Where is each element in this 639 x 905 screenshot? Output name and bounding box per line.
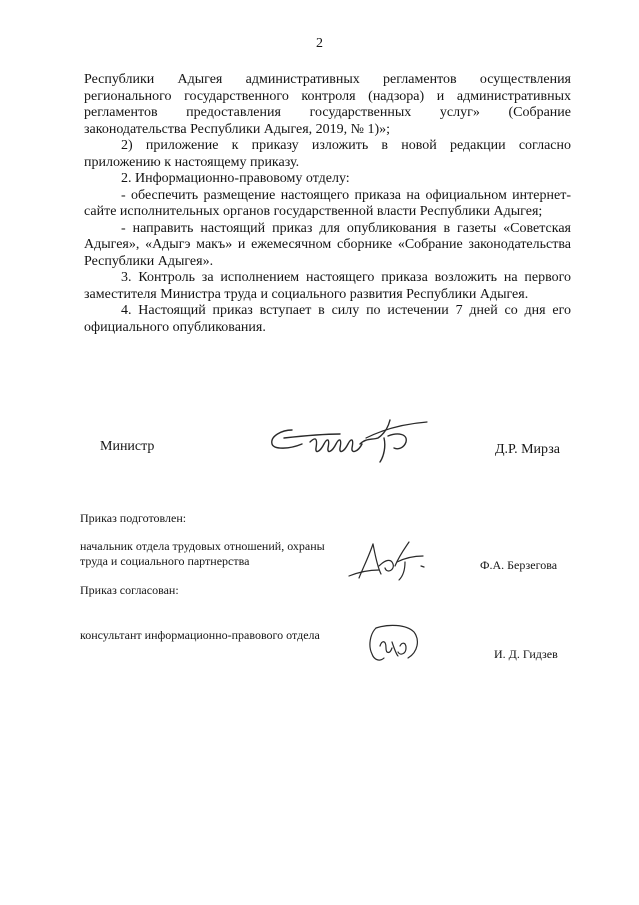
agreed-heading: Приказ согласован:: [80, 583, 179, 597]
paragraph-item-2: 2) приложение к приказу изложить в новой редакции согласно приложению к настоящему приказу.: [84, 138, 571, 170]
prepared-heading: Приказ подготовлен:: [80, 511, 187, 525]
minister-signature: [262, 408, 437, 468]
paragraph-point-2: 2. Информационно-правовому отделу:: [121, 171, 350, 186]
page-number: 2: [316, 36, 323, 51]
paragraph-publish-press: - направить настоящий приказ для опубликования в газеты «Советская Адыгея», «Адыгэ макъ» и ежемесячном сборнике «Собрание законодательства Республики Адыгея».: [84, 220, 571, 269]
preparer-signature: [345, 536, 435, 588]
prepared-name: Ф.А. Берзегова: [480, 558, 558, 572]
prepared-position: начальник отдела трудовых отношений, охраны труда и социального партнерства: [80, 539, 325, 568]
paragraph-point-3: 3. Контроль за исполнением настоящего приказа возложить на первого заместителя Министра труда и социального развития Республики Адыгея.: [84, 270, 571, 302]
paragraph-point-4: 4. Настоящий приказ вступает в силу по истечении 7 дней со дня его официального опубликования.: [84, 303, 571, 335]
paragraph-publish-site: - обеспечить размещение настоящего приказа на официальном интернет-сайте исполнительных органов государственной власти Республики Адыгея;: [84, 187, 571, 219]
agreed-name: И. Д. Гидзев: [494, 647, 558, 661]
minister-title: Министр: [100, 439, 155, 454]
approver-signature: [362, 620, 424, 668]
paragraph-continuation: Республики Адыгея административных регламентов осуществления регионального государственного контроля (надзора) и административных регламентов предоставления государственных услуг» (Собрание законодательства Республики Адыгея, 2019, № 1)»;: [84, 72, 571, 137]
agreed-position: консультант информационно-правового отдела: [80, 628, 320, 642]
minister-name: Д.Р. Мирза: [495, 442, 560, 457]
order-body: [84, 72, 571, 336]
